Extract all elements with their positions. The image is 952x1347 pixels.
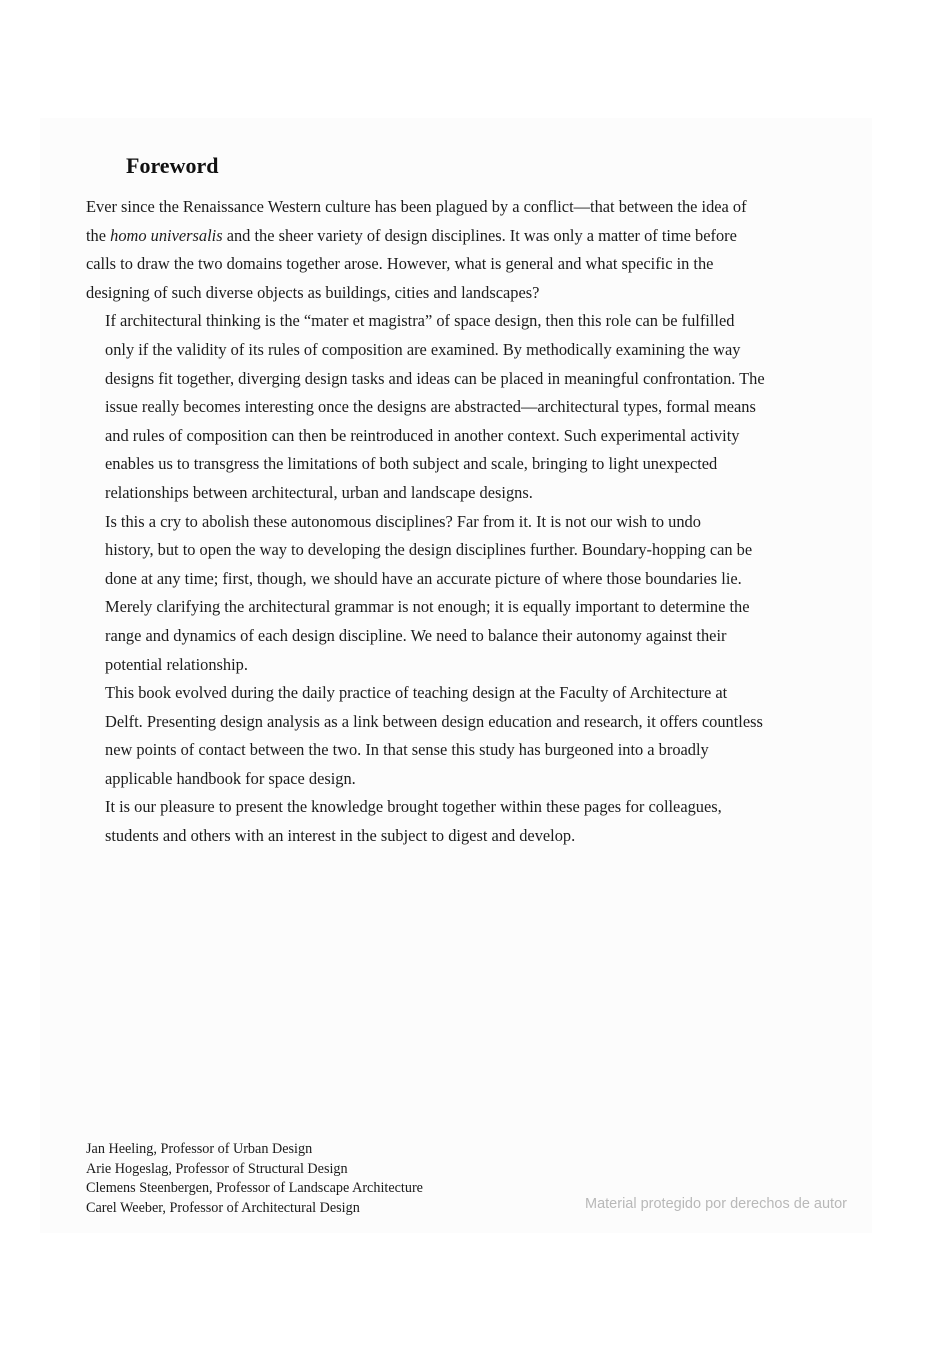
foreword-body — [86, 193, 846, 851]
text-line: new points of contact between the two. In that sense this study has burgeoned into a broadly — [105, 740, 709, 760]
text-line: Ever since the Renaissance Western culture has been plagued by a conflict—that between the idea of — [86, 197, 747, 216]
text-line: history, but to open the way to developing the design disciplines further. Boundary-hopping can be — [105, 540, 753, 560]
paragraph — [86, 508, 846, 680]
text-line: potential relationship. — [105, 654, 248, 674]
text-line: It is our pleasure to present the knowledge brought together within these pages for colleagues, — [105, 797, 722, 817]
text-line: enables us to transgress the limitations of both subject and scale, bringing to light unexpected — [105, 454, 718, 474]
text-line: students and others with an interest in the subject to digest and develop. — [105, 826, 576, 846]
author-line: Jan Heeling, Professor of Urban Design — [86, 1141, 313, 1157]
paragraph — [86, 193, 846, 307]
text-line: calls to draw the two domains together arose. However, what is general and what specific in the — [86, 254, 714, 274]
text-line: issue really becomes interesting once the designs are abstracted—architectural types, formal means — [105, 397, 756, 417]
text-line: Delft. Presenting design analysis as a link between design education and research, it offers countless — [105, 711, 763, 731]
paragraph — [86, 793, 846, 850]
text-line: This book evolved during the daily practice of teaching design at the Faculty of Architecture at — [105, 683, 728, 703]
author-line: Clemens Steenbergen, Professor of Landscape Architecture — [86, 1180, 423, 1196]
text-line: range and dynamics of each design discipline. We need to balance their autonomy against their — [105, 625, 727, 645]
author-list — [86, 1140, 423, 1218]
text-fragment: and the sheer variety of design disciplines. It was only a matter of time before — [222, 225, 737, 245]
paragraph — [86, 307, 846, 507]
author-line: Arie Hogeslag, Professor of Structural Design — [86, 1160, 348, 1177]
page-title: Foreword — [126, 153, 219, 178]
emphasis-text: homo universalis — [110, 225, 223, 245]
text-fragment: the — [86, 225, 111, 245]
text-line: Is this a cry to abolish these autonomous disciplines? Far from it. It is not our wish to undo — [105, 511, 701, 531]
text-line — [86, 222, 846, 251]
text-line: applicable handbook for space design. — [105, 768, 356, 788]
author-line: Carel Weeber, Professor of Architectural Design — [86, 1199, 360, 1216]
text-line: only if the validity of its rules of composition are examined. By methodically examining the way — [105, 339, 741, 359]
text-line: relationships between architectural, urban and landscape designs. — [105, 482, 533, 502]
text-line: designs fit together, diverging design tasks and ideas can be placed in meaningful confrontation. The — [105, 368, 765, 388]
copyright-watermark: Material protegido por derechos de autor — [585, 1196, 847, 1212]
text-line: designing of such diverse objects as buildings, cities and landscapes? — [86, 282, 540, 302]
text-line: If architectural thinking is the “mater et magistra” of space design, then this role can be fulfilled — [105, 311, 735, 331]
text-line: done at any time; first, though, we should have an accurate picture of where those boundaries lie. — [105, 568, 742, 588]
paragraph — [86, 679, 846, 793]
text-line: and rules of composition can then be reintroduced in another context. Such experimental activity — [105, 425, 740, 445]
text-line: Merely clarifying the architectural grammar is not enough; it is equally important to determine the — [105, 597, 750, 617]
